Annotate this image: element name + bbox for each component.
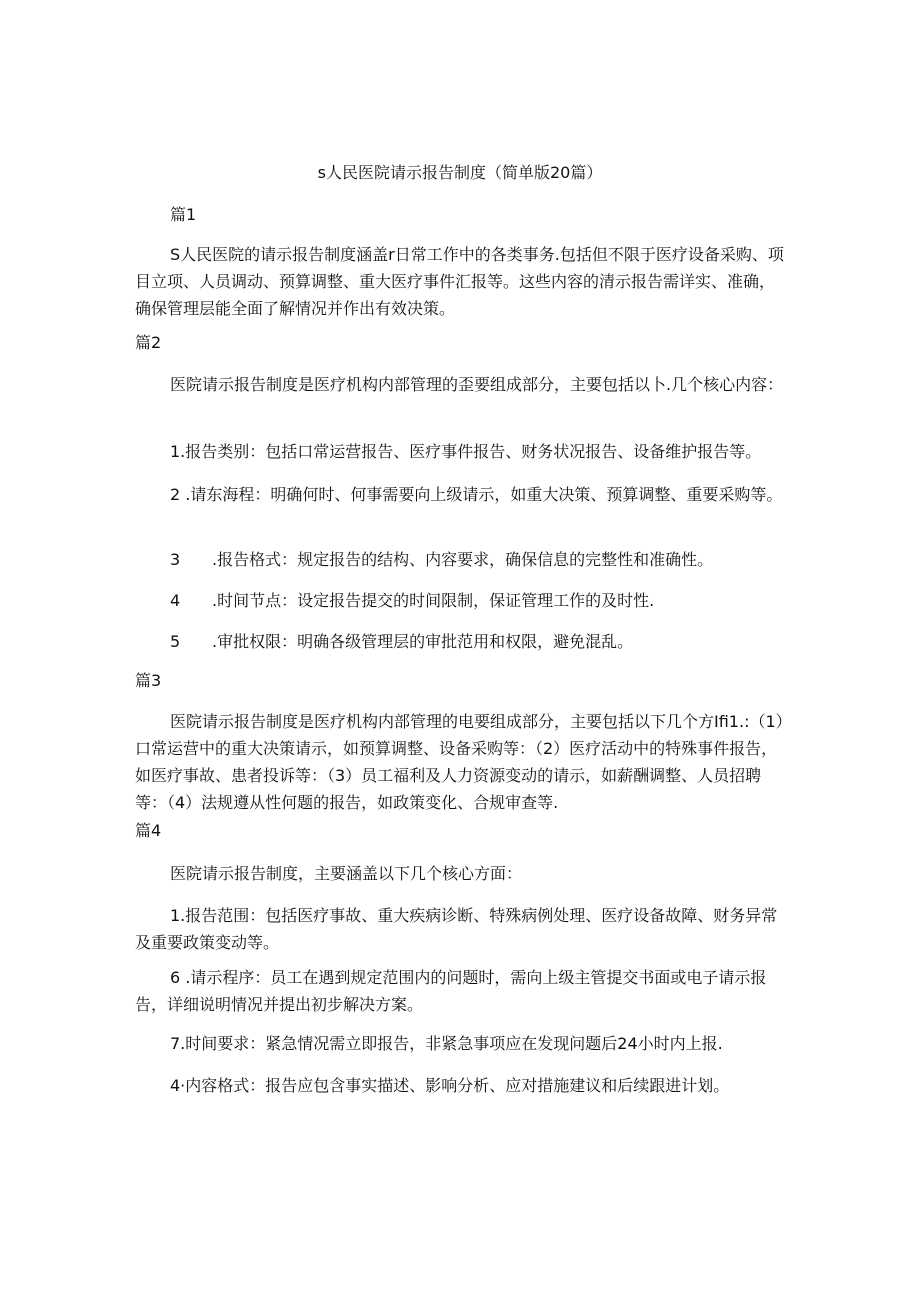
section-4-item-4: 4·内容格式：报告应包含事实描述、影响分析、应对措施建议和后续跟进计划。 xyxy=(170,1076,730,1095)
item-text: .报告格式：规定报告的结构、内容要求，确保信息的完整性和准确性。 xyxy=(212,550,714,569)
section-heading-4: 篇4 xyxy=(135,821,162,840)
item-number: 3 xyxy=(170,550,181,569)
section-3-paragraph: 医院请示报告制度是医疗机构内部管理的电要组成部分，主要包括以下几个方Ifi1.:（1）口常运营中的重大决策请示，如预算调整、设备采购等：（2）医疗活动中的特殊事件报告，如医疗事故、患者投诉等：（3）员工福利及人力资源变动的请示，如薪酬调整、人员招聘等：（4）法规遵从性何题的报告，如政策变化、合规审查等. xyxy=(135,712,784,812)
document-title: s人民医院请示报告制度（简单版20篇） xyxy=(317,163,603,182)
item-text: .时间节点：设定报告提交的时间限制，保证管理工作的及时性. xyxy=(212,591,655,610)
section-2-intro: 医院请示报告制度是医疗机构内部管理的歪要组成部分，主要包括以卜.几个核心内容： xyxy=(170,375,784,394)
section-2-item-2: 2 .请东海程：明确何时、何事需要向上级请示，如重大决策、预算调整、重要采购等。 xyxy=(170,485,783,504)
section-heading-2: 篇2 xyxy=(135,333,162,352)
section-4-item-3: 7.时间要求：紧急情况需立即报告，非紧急事项应在发现问题后24小时内上报. xyxy=(170,1034,723,1053)
section-4-item-2: 6 .请示程序：员工在遇到规定范围内的问题时，需向上级主管提交书面或电子请示报告，详细说明情况并提出初步解决方案。 xyxy=(135,968,767,1014)
item-number: 4 xyxy=(170,591,181,610)
section-4-intro: 医院请示报告制度，主要涵盖以下几个核心方面： xyxy=(170,864,523,883)
section-2-item-1: 1.报告类别：包括口常运营报告、医疗事件报告、财务状况报告、设备维护报告等。 xyxy=(170,442,762,461)
section-heading-3: 篇3 xyxy=(135,671,162,690)
section-1-paragraph: S人民医院的请示报告制度涵盖r日常工作中的各类事务.包括但不限于医疗设备采购、项目立项、人员调动、预算调整、重大医疗事件汇报等。这些内容的清示报告需详实、准确，确保管理层能全面了解情况并作出有效决策。 xyxy=(135,245,784,318)
item-text: .审批权限：明确各级管理层的审批范用和权限，避免混乱。 xyxy=(212,632,634,651)
section-heading-1: 篇1 xyxy=(170,205,197,224)
section-4-item-1: 1.报告范围：包括医疗事故、重大疾病诊断、特殊病例处理、医疗设备故障、财务异常及重要政策变动等。 xyxy=(135,906,778,952)
item-number: 5 xyxy=(170,632,181,651)
